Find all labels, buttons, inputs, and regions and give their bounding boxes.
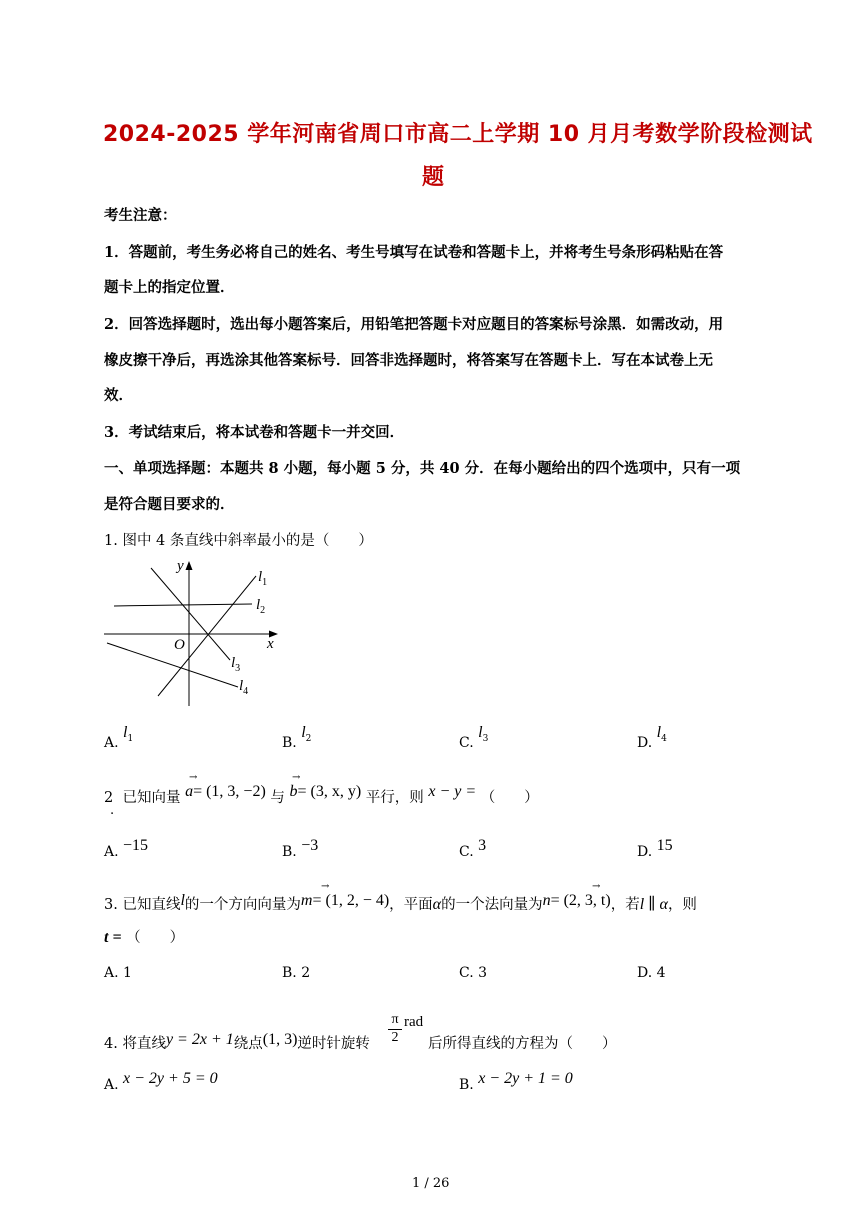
notice-item-2-line2: 橡皮擦干净后，再选涂其他答案标号．回答非选择题时，将答案写在答题卡上．写在本试卷上无	[104, 352, 713, 369]
label-l2: $l_2$	[256, 597, 266, 616]
q3-vector-m-letter: m	[300, 892, 313, 909]
q3-option-b-label: B.	[282, 965, 297, 981]
q4-fraction-denominator: 2	[391, 1030, 399, 1045]
notice-item-1-line1: 1．答题前，考生务必将自己的姓名、考生号填写在试卷和答题卡上，并将考生号条形码粘贴在答	[104, 244, 724, 261]
q4-text3: 逆时针旋转	[297, 1036, 370, 1052]
q2-vector-b-arrow-icon: →	[292, 772, 301, 783]
q3-option-c-label: C.	[459, 965, 474, 981]
q3-vector-m-value: = (1, 2, − 4)	[312, 892, 390, 909]
q4-option-b	[459, 1070, 573, 1094]
q2-vector-a-value: = (1, 3, −2)	[193, 783, 266, 800]
q4-text4: 后所得直线的方程为（ ）	[428, 1036, 617, 1052]
q4-text2: 绕点	[233, 1036, 263, 1052]
q3-parallel: l ∥ α	[639, 896, 668, 913]
q4-option-a	[104, 1070, 218, 1094]
q1-option-b-label: B.	[282, 735, 297, 751]
notice-heading: 考生注意：	[104, 207, 177, 224]
q2-text1: 已知向量	[122, 790, 181, 806]
q1-option-c-sub: 3	[482, 734, 489, 744]
section-heading-line1: 一、单项选择题：本题共 8 小题，每小题 5 分，共 40 分．在每小题给出的四个选项中，只有一项	[104, 460, 741, 477]
q4-text1: 4. 将直线	[104, 1036, 166, 1052]
q4-point: (1, 3)	[262, 1031, 298, 1048]
q2-vector-b-letter: b	[289, 783, 298, 800]
q3-option-c	[459, 965, 487, 981]
q3-option-d	[637, 965, 666, 981]
q3-option-a-label: A.	[104, 965, 119, 981]
q2-option-a-label: A.	[104, 844, 119, 860]
q4-fraction	[388, 1012, 402, 1046]
q1-option-c	[459, 724, 489, 752]
q2-option-d-value: 15	[656, 837, 673, 854]
q2-dot: .	[110, 803, 115, 818]
q2-paren: （ ）	[480, 790, 539, 806]
axis-y-label: y	[177, 558, 184, 574]
q3-text6: ，则	[667, 897, 697, 913]
q3-vector-m-arrow-icon: →	[321, 881, 330, 892]
q4-option-b-label: B.	[459, 1077, 474, 1093]
y-axis-arrow	[186, 561, 193, 570]
q2-option-b-label: B.	[282, 844, 297, 860]
q3-vector-n	[543, 893, 611, 909]
q2-expression: x − y =	[428, 783, 477, 800]
q3-option-c-value: 3	[478, 965, 488, 981]
q1-option-d-main: l	[656, 724, 662, 741]
q4-option-a-label: A.	[104, 1077, 119, 1093]
q3-text5: ，若	[610, 897, 640, 913]
q3-line-l: l	[180, 892, 185, 909]
q1-option-a	[104, 724, 134, 752]
q1-figure	[100, 556, 290, 708]
q3-option-d-label: D.	[637, 965, 653, 981]
q4-stem	[104, 1032, 370, 1053]
q3-paren: （ ）	[126, 930, 185, 946]
page-title-line1: 2024-2025 学年河南省周口市高二上学期 10 月月考数学阶段检测试	[103, 122, 813, 147]
q3-text3: ，平面	[389, 897, 433, 913]
q2-option-d-label: D.	[637, 844, 653, 860]
q3-text1: 3. 已知直线	[104, 897, 181, 913]
q3-option-b	[282, 965, 310, 981]
q3-alpha: α	[432, 896, 442, 913]
q1-option-c-label: C.	[459, 735, 474, 751]
q4-fraction-numerator: π	[391, 1012, 399, 1027]
q2-vector-b-value: = (3, x, y)	[297, 783, 362, 800]
q2-vector-a-letter: a	[185, 783, 194, 800]
q3-option-d-value: 4	[656, 965, 666, 981]
q1-option-d	[637, 724, 667, 752]
line-l3	[151, 568, 230, 660]
q1-stem: 1. 图中 4 条直线中斜率最小的是（ ）	[104, 533, 373, 549]
notice-item-1-line2: 题卡上的指定位置．	[104, 279, 235, 296]
q3-stem-line1	[104, 893, 697, 914]
q1-option-a-label: A.	[104, 735, 119, 751]
q1-option-b-main: l	[301, 724, 306, 741]
q1-option-d-label: D.	[637, 735, 653, 751]
q3-text4: 的一个法向量为	[441, 897, 543, 913]
q2-text3: 平行，则	[365, 790, 424, 806]
q3-option-b-value: 2	[301, 965, 311, 981]
q2-option-a-value: −15	[123, 837, 149, 854]
q3-text2: 的一个方向向量为	[184, 897, 301, 913]
q4-option-a-value: x − 2y + 5 = 0	[123, 1070, 218, 1087]
q4-unit: rad	[404, 1014, 424, 1030]
notice-item-2-line3: 效．	[104, 387, 133, 404]
q3-vector-m	[301, 893, 389, 909]
q3-stem-line2	[104, 926, 184, 947]
q2-option-a	[104, 837, 149, 861]
q3-vector-n-letter: n	[542, 892, 551, 909]
q1-option-a-sub: 1	[127, 734, 134, 744]
q3-t-equals: t =	[104, 929, 122, 946]
q4-line-equation: y = 2x + 1	[165, 1031, 234, 1048]
q3-option-a	[104, 965, 132, 981]
q2-text2: 与	[270, 790, 285, 806]
q1-option-c-main: l	[478, 724, 483, 741]
q1-option-b-sub: 2	[305, 734, 312, 744]
q1-option-d-sub: 4	[661, 734, 667, 744]
q2-number: 2	[104, 790, 114, 806]
q1-option-b	[282, 724, 312, 752]
q2-vector-b	[289, 784, 365, 800]
origin-label: O	[174, 637, 185, 653]
q3-option-a-value: 1	[123, 965, 132, 981]
label-l3: $l_3$	[231, 655, 241, 674]
notice-item-3-line1: 3．考试结束后，将本试卷和答题卡一并交回．	[104, 424, 405, 441]
q2-option-c-value: 3	[478, 837, 487, 854]
q3-vector-n-arrow-icon: →	[592, 881, 601, 892]
q2-option-c-label: C.	[459, 844, 474, 860]
q2-option-d	[637, 837, 673, 861]
line-l4	[107, 643, 241, 687]
q2-option-c	[459, 837, 487, 861]
q2-option-b	[282, 837, 319, 861]
q2-option-b-value: −3	[301, 837, 319, 854]
label-l4: $l_4$	[239, 678, 249, 697]
q2-vector-a-arrow-icon: →	[189, 772, 198, 783]
q2-vector-a	[185, 784, 270, 800]
notice-item-2-line1: 2．回答选择题时，选出每小题答案后，用铅笔把答题卡对应题目的答案标号涂黑．如需改动，用	[104, 316, 724, 333]
q3-vector-n-value: = (2, 3, t)	[550, 892, 611, 909]
q1-option-a-main: l	[123, 724, 128, 741]
page-title-line2: 题	[422, 165, 445, 190]
section-heading-line2: 是符合题目要求的．	[104, 496, 235, 513]
page-number: 1 / 26	[412, 1176, 450, 1191]
label-l1: $l_1$	[258, 569, 268, 588]
q2-stem	[104, 783, 539, 807]
q4-option-b-value: x − 2y + 1 = 0	[478, 1070, 573, 1087]
axis-x-label: x	[267, 636, 274, 652]
